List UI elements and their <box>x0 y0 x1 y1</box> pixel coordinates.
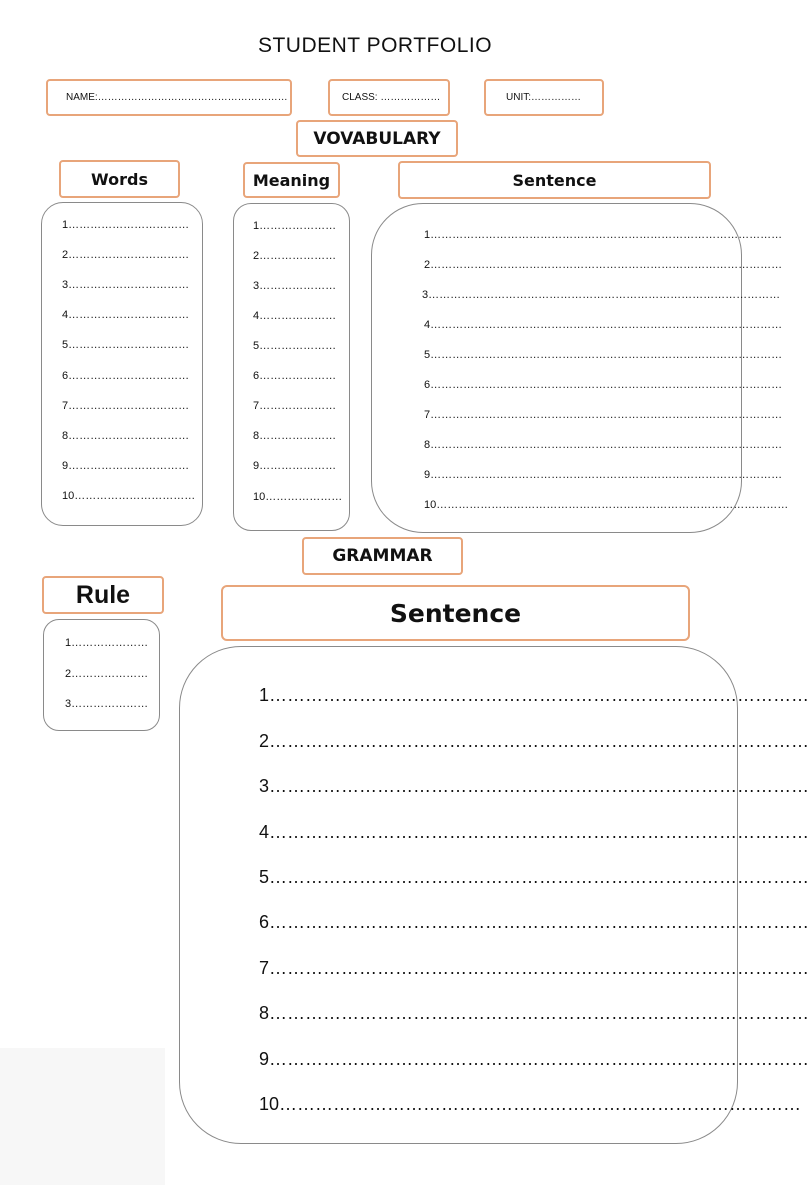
grammar-heading-text: GRAMMAR <box>332 546 433 566</box>
meaning-line-6[interactable]: 6………………… <box>253 370 337 382</box>
words-line-9[interactable]: 9…………………………… <box>62 460 190 472</box>
grammar-sentence-label <box>221 585 690 641</box>
words-line-8[interactable]: 8…………………………… <box>62 430 190 442</box>
vocabulary-heading <box>296 120 458 157</box>
words-line-5[interactable]: 5…………………………… <box>62 339 190 351</box>
vocab-sentence-line-2[interactable]: 2…………………………………………………………………………………… <box>424 259 783 271</box>
grammar-sentence-line-1[interactable]: 1……………………………………………………………………………… <box>259 685 809 705</box>
words-line-4[interactable]: 4…………………………… <box>62 309 190 321</box>
rule-line-2[interactable]: 2………………… <box>65 668 149 680</box>
meaning-line-7[interactable]: 7………………… <box>253 400 337 412</box>
rule-line-1[interactable]: 1………………… <box>65 637 149 649</box>
meaning-label-text: Meaning <box>252 170 331 190</box>
words-line-3[interactable]: 3…………………………… <box>62 279 190 291</box>
class-field[interactable] <box>328 79 450 116</box>
grammar-sentence-line-8[interactable]: 8……………………………………………………………………………… <box>259 1003 809 1023</box>
meaning-line-3[interactable]: 3………………… <box>253 280 337 292</box>
words-box <box>41 202 203 526</box>
meaning-line-5[interactable]: 5………………… <box>253 340 337 352</box>
rule-label <box>42 576 164 614</box>
rule-label-text: Rule <box>75 580 131 609</box>
words-label <box>59 160 180 198</box>
vocabulary-sentence-box <box>371 203 789 533</box>
grammar-sentence-line-3[interactable]: 3……………………………………………………………………………… <box>259 776 809 796</box>
class-field-label: CLASS: ……………… <box>342 92 441 103</box>
meaning-line-2[interactable]: 2………………… <box>253 250 337 262</box>
rule-line-3[interactable]: 3………………… <box>65 698 149 710</box>
grammar-sentence-line-4[interactable]: 4……………………………………………………………………………… <box>259 822 809 842</box>
scan-shadow <box>0 1048 165 1185</box>
grammar-sentence-line-7[interactable]: 7……………………………………………………………………………… <box>259 958 809 978</box>
unit-field[interactable] <box>484 79 604 116</box>
vocab-sentence-line-9[interactable]: 9…………………………………………………………………………………… <box>424 469 783 481</box>
grammar-sentence-label-text: Sentence <box>389 598 522 628</box>
vocab-sentence-line-6[interactable]: 6…………………………………………………………………………………… <box>424 379 783 391</box>
words-line-7[interactable]: 7…………………………… <box>62 400 190 412</box>
vocab-sentence-line-7[interactable]: 7…………………………………………………………………………………… <box>424 409 783 421</box>
vocabulary-heading-text: VOVABULARY <box>313 128 441 149</box>
name-field[interactable] <box>46 79 292 116</box>
grammar-sentence-line-6[interactable]: 6……………………………………………………………………………… <box>259 912 809 932</box>
words-line-10[interactable]: 10…………………………… <box>62 490 196 502</box>
grammar-heading <box>302 537 463 575</box>
vocab-sentence-line-5[interactable]: 5…………………………………………………………………………………… <box>424 349 783 361</box>
grammar-sentence-line-2[interactable]: 2……………………………………………………………………………… <box>259 731 809 751</box>
vocab-sentence-line-3[interactable]: 3…………………………………………………………………………………… <box>422 289 781 301</box>
words-line-6[interactable]: 6…………………………… <box>62 370 190 382</box>
vocab-sentence-line-10[interactable]: 10…………………………………………………………………………………… <box>424 499 789 511</box>
words-line-1[interactable]: 1…………………………… <box>62 219 190 231</box>
meaning-line-10[interactable]: 10………………… <box>253 491 343 503</box>
vocab-sentence-line-8[interactable]: 8…………………………………………………………………………………… <box>424 439 783 451</box>
name-field-label: NAME:………………………………………………… <box>66 92 288 103</box>
page-title: STUDENT PORTFOLIO <box>257 34 493 57</box>
meaning-line-4[interactable]: 4………………… <box>253 310 337 322</box>
words-label-text: Words <box>91 169 148 189</box>
sentence-label <box>398 161 711 199</box>
meaning-label <box>243 162 340 198</box>
meaning-line-9[interactable]: 9………………… <box>253 460 337 472</box>
vocab-sentence-line-4[interactable]: 4…………………………………………………………………………………… <box>424 319 783 331</box>
meaning-line-1[interactable]: 1………………… <box>253 220 337 232</box>
vocab-sentence-line-1[interactable]: 1…………………………………………………………………………………… <box>424 229 783 241</box>
meaning-line-8[interactable]: 8………………… <box>253 430 337 442</box>
words-line-2[interactable]: 2…………………………… <box>62 249 190 261</box>
grammar-sentence-line-5[interactable]: 5……………………………………………………………………………… <box>259 867 809 887</box>
grammar-sentence-line-10[interactable]: 10…………………………………………………………………………… <box>259 1094 802 1114</box>
rule-box <box>43 619 160 731</box>
sentence-label-text: Sentence <box>512 170 597 190</box>
meaning-box <box>233 203 350 531</box>
unit-field-label: UNIT:…………… <box>506 92 581 103</box>
grammar-sentence-line-9[interactable]: 9……………………………………………………………………………… <box>259 1049 809 1069</box>
grammar-sentence-box <box>179 646 809 1144</box>
